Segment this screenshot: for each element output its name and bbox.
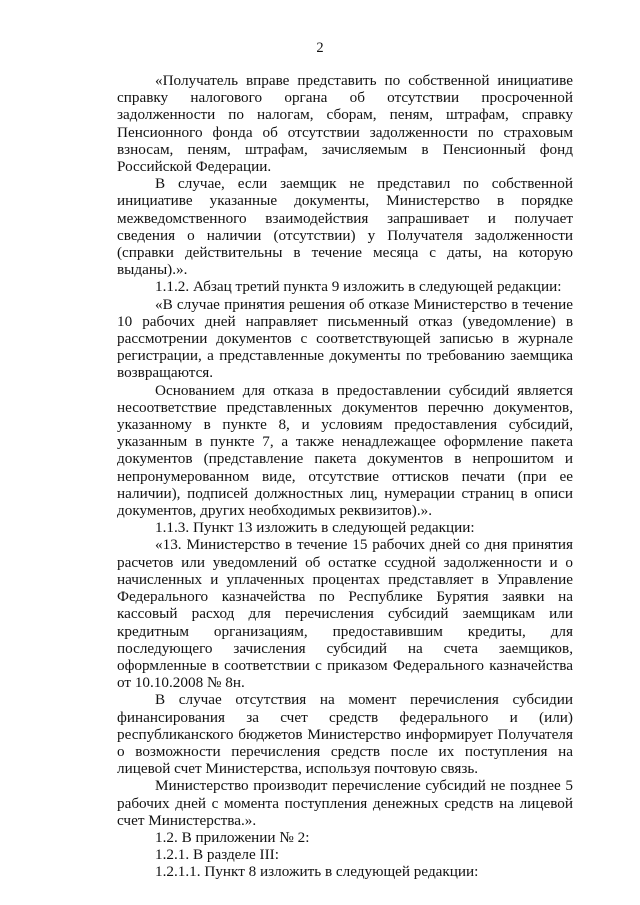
paragraph-amendment-1-2-1-1: 1.2.1.1. Пункт 8 изложить в следующей редакции: (155, 863, 479, 881)
paragraph-refusal-grounds: Основанием для отказа в предоставлении субсидий является несоответствие представленных документов перечню документов, указанному в пункте 8, и условиям предоставления субсидий, указанным в пункте 7, а также ненадлежащее оформление пакета документов (представление пакета документов в непрошитом и непронумерованном виде, отсутствие оттисков печати (при ее наличии), подписей должностных лиц, нумерации страниц в описи документов, других необходимых реквизитов).». (117, 381, 573, 520)
paragraph-transfer-deadline: Министерство производит перечисление субсидий не позднее 5 рабочих дней с момента поступления денежных средств на лицевой счет Министерства.». (117, 777, 573, 829)
paragraph-interagency-request: В случае, если заемщик не представил по собственной инициативе указанные документы, Министерство в порядке межведомственного взаимодействия запрашивает и получает сведения о наличии (отсутствии) у Получателя задолженности (справки действительны в течение месяца с даты, на которую выданы).». (117, 175, 573, 279)
paragraph-amendment-1-2-1: 1.2.1. В разделе III: (155, 846, 279, 864)
page-number: 2 (316, 40, 324, 56)
paragraph-clause-13: «13. Министерство в течение 15 рабочих дней со дня принятия расчетов или уведомлений об остатке ссудной задолженности и о начисленных и уплаченных процентах представляет в Управление Федерального казначейства по Республике Бурятия заявки на кассовый расход для перечисления субсидий заемщикам или кредитным организациям, предоставившим кредиты, для последующего зачисления субсидий на счета заемщиков, оформленные в соответствии с приказом Федерального казначейства от 10.10.2008 № 8н. (117, 536, 573, 692)
paragraph-refusal-decision: «В случае принятия решения об отказе Министерство в течение 10 рабочих дней направляет письменный отказ (уведомление) в рассмотрении документов с соответствующей записью в журнале регистрации, а представленные документы по требованию заемщика возвращаются. (117, 295, 573, 382)
document-body (117, 72, 573, 881)
paragraph-amendment-1-1-3: 1.1.3. Пункт 13 изложить в следующей редакции: (155, 519, 475, 537)
paragraph-funding-absence: В случае отсутствия на момент перечисления субсидии финансирования за счет средств федерального и (или) республиканского бюджетов Министерство информирует Получателя о возможности перечисления средств после их поступления на лицевой счет Министерства, используя почтовую связь. (117, 691, 573, 778)
paragraph-amendment-1-2: 1.2. В приложении № 2: (155, 828, 310, 846)
paragraph-amendment-1-1-2: 1.1.2. Абзац третий пункта 9 изложить в следующей редакции: (155, 278, 562, 296)
paragraph-statement-right: «Получатель вправе представить по собственной инициативе справку налогового органа об отсутствии просроченной задолженности по налогам, сборам, пеням, штрафам, справку Пенсионного фонда об отсутствии задолженности по страховым взносам, пеням, штрафам, зачисляемым в Пенсионный фонд Российской Федерации. (117, 72, 573, 176)
